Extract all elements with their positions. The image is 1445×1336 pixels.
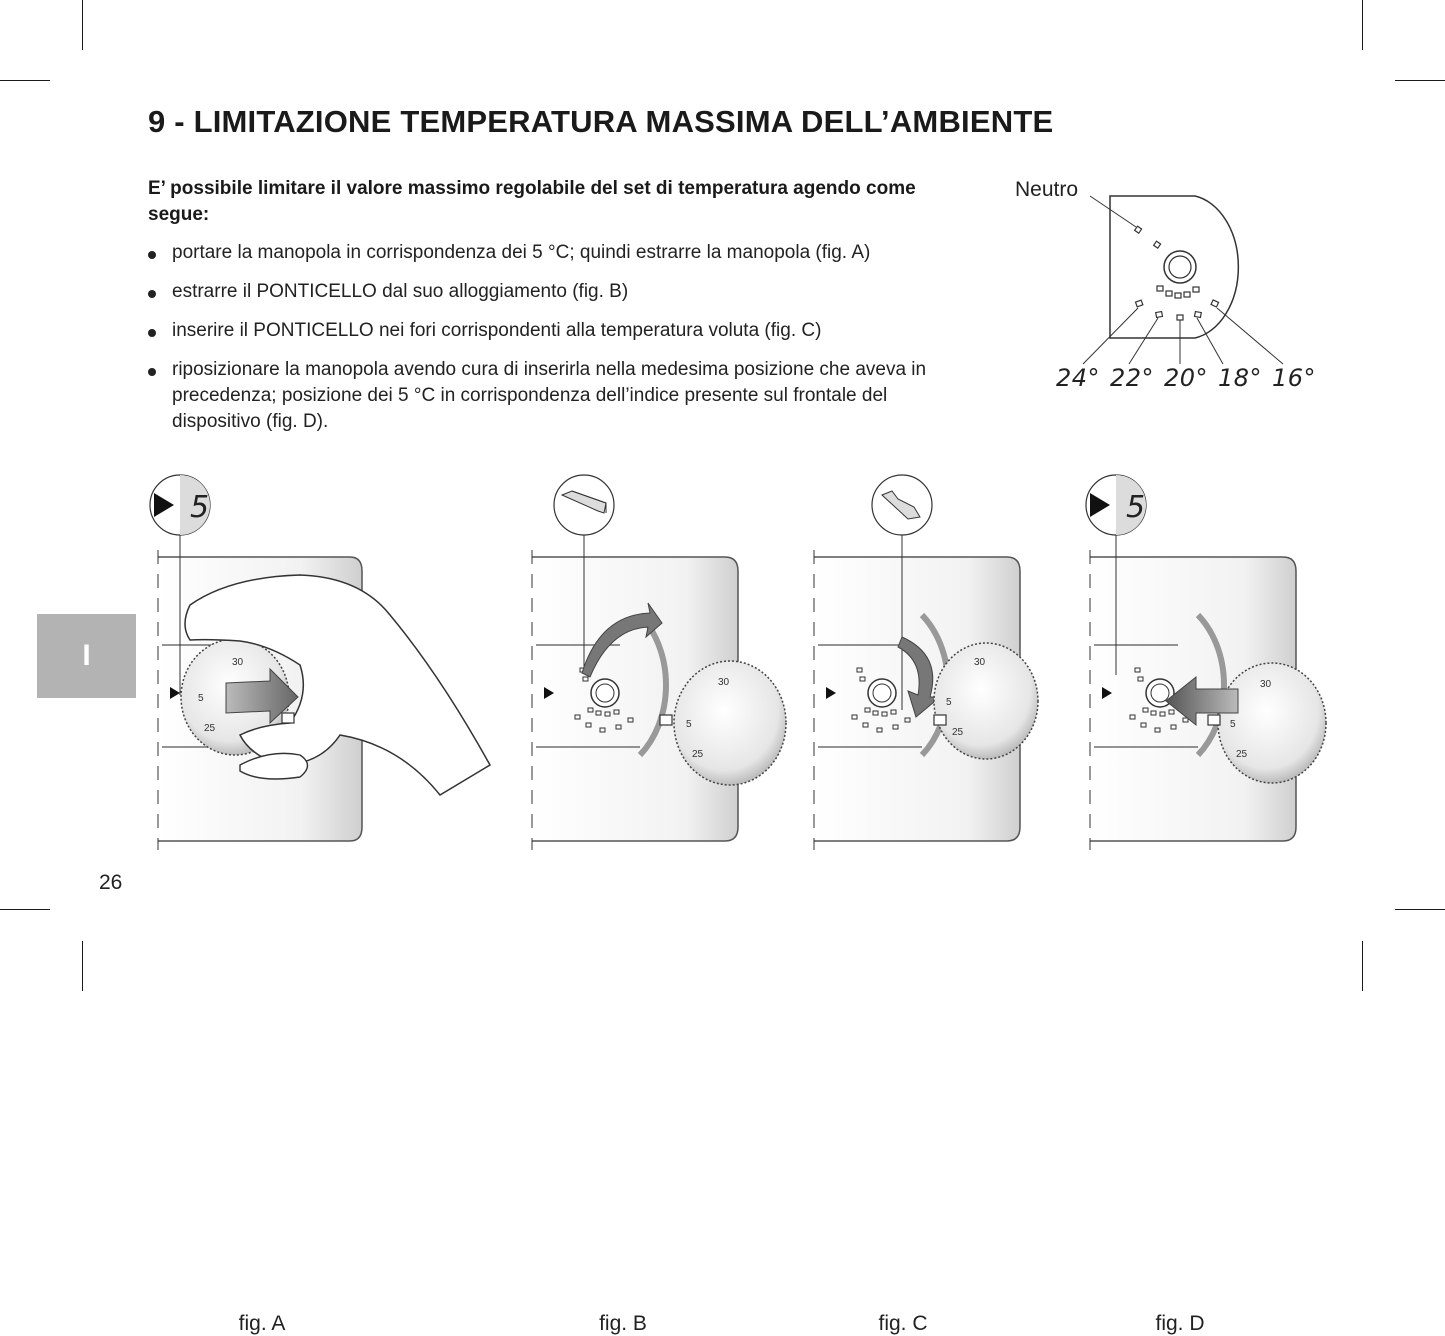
dial-mark: 30	[974, 657, 986, 668]
figure-caption: fig. B	[599, 1312, 647, 1335]
dial-mark: 30	[718, 677, 730, 688]
dial-mark: 25	[952, 727, 964, 738]
figure-caption: fig. C	[878, 1312, 928, 1335]
figure-caption: fig. A	[238, 1312, 286, 1335]
crop-mark	[1395, 80, 1445, 81]
knob-position-badge: 5	[1126, 490, 1146, 525]
dial-mark: 5	[1230, 719, 1236, 730]
temperature-label: 20°	[1164, 364, 1209, 392]
dial-mark: 30	[1260, 679, 1272, 690]
knob-position-badge: 5	[190, 490, 210, 525]
temperature-label: 22°	[1110, 364, 1155, 392]
dial-mark: 5	[946, 697, 952, 708]
figure-a	[140, 465, 520, 1335]
crop-mark	[1395, 909, 1445, 910]
crop-mark	[1362, 0, 1363, 50]
dial-mark: 25	[1236, 749, 1248, 760]
figure-c	[802, 465, 1072, 1335]
step-item: inserire il PONTICELLO nei fori corrispondenti alla temperatura voluta (fig. C)	[148, 318, 968, 344]
dial-mark: 25	[204, 723, 216, 734]
step-item: portare la manopola in corrispondenza dei 5 °C; quindi estrarre la manopola (fig. A)	[148, 240, 968, 266]
dial-mark: 5	[686, 719, 692, 730]
page-number: 26	[99, 871, 123, 894]
steps-list	[148, 240, 968, 448]
dial-mark: 30	[232, 657, 244, 668]
neutral-label: Neutro	[1015, 178, 1079, 201]
crop-mark	[1362, 941, 1363, 991]
figure-caption: fig. D	[1155, 1312, 1205, 1335]
temperature-label: 16°	[1272, 364, 1317, 392]
temperature-label: 18°	[1218, 364, 1263, 392]
step-item: estrarre il PONTICELLO dal suo alloggiamento (fig. B)	[148, 279, 968, 305]
dial-mark: 25	[692, 749, 704, 760]
figure-d	[1078, 465, 1338, 1335]
figure-a-illustration	[140, 465, 520, 875]
crop-mark	[0, 909, 50, 910]
figure-b-illustration	[520, 465, 790, 875]
language-tab: I	[37, 614, 136, 698]
crop-mark	[82, 941, 83, 991]
crop-mark	[0, 80, 50, 81]
dial-mark: 5	[198, 693, 204, 704]
figure-d-illustration	[1078, 465, 1338, 875]
temperature-label: 24°	[1056, 364, 1101, 392]
step-item: riposizionare la manopola avendo cura di inserirla nella medesima posizione che aveva in precedenza; posizione dei 5 °C in corrispondenza dell’indice presente sul frontale del dispositivo (fig. D).	[148, 357, 968, 435]
crop-mark	[82, 0, 83, 50]
figure-b	[520, 465, 790, 1335]
section-intro: E’ possibile limitare il valore massimo regolabile del set di temperatura agendo come segue:	[148, 178, 916, 225]
section-title: 9 - LIMITAZIONE TEMPERATURA MASSIMA DELL’AMBIENTE	[148, 104, 1054, 139]
figure-c-illustration	[802, 465, 1072, 875]
